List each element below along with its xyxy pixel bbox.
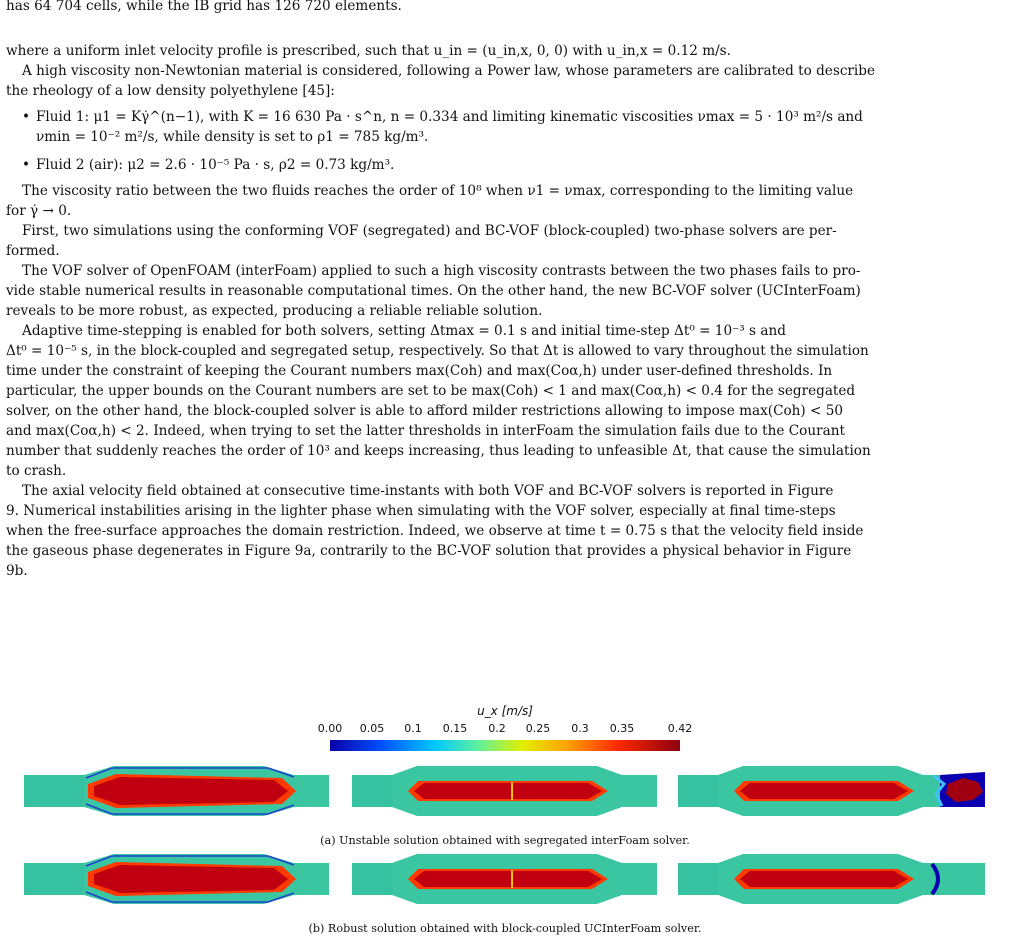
text-line-13: reveals to be more robust, as expected, producing a reliable reliable solution. xyxy=(6,303,543,319)
panel-a2 xyxy=(352,764,657,818)
text-line-1: where a uniform inlet velocity profile is prescribed, such that u_in = (u_in,x, 0, 0) with u_in,x = 0.12 m/s. xyxy=(6,43,731,59)
text-line-7: The viscosity ratio between the two fluids reaches the order of 10⁸ when ν1 = νmax, corresponding to the limiting value xyxy=(22,183,854,199)
panel-a3 xyxy=(678,764,985,818)
colorbar-tick: 0.25 xyxy=(525,722,551,735)
colorbar-tick: 0.00 xyxy=(317,722,343,735)
text-line-23: 9. Numerical instabilities arising in the lighter phase when simulating with the VOF solver, especially at final time-steps xyxy=(6,503,836,519)
colorbar xyxy=(330,740,680,751)
text-line-0: has 64 704 cells, while the IB grid has 126 720 elements. xyxy=(6,0,402,14)
colorbar-tick: 0.42 xyxy=(667,722,693,735)
text-line-21: to crash. xyxy=(6,463,67,479)
text-line-22: The axial velocity field obtained at consecutive time-instants with both VOF and BC-VOF solvers is reported in Figure xyxy=(22,483,834,499)
text-line-3: the rheology of a low density polyethylene [45]: xyxy=(6,83,335,99)
panel-b2 xyxy=(352,852,657,906)
text-line-6: Fluid 2 (air): μ2 = 2.6 · 10⁻⁵ Pa · s, ρ2 = 0.73 kg/m³. xyxy=(36,157,395,173)
text-line-11: The VOF solver of OpenFOAM (interFoam) applied to such a high viscosity contrasts between the two phases fails to pro- xyxy=(22,263,861,279)
panel-a1 xyxy=(24,764,329,818)
text-line-4: Fluid 1: μ1 = Kγ̇^(n−1), with K = 16 630 Pa · s^n, n = 0.334 and limiting kinematic viscosities νmax = 5 · 10³ m²/s and xyxy=(36,109,863,125)
text-line-19: and max(Coα,h) < 2. Indeed, when trying to set the latter thresholds in interFoam the simulation fails due to the Courant xyxy=(6,423,845,439)
text-line-18: solver, on the other hand, the block-coupled solver is able to afford milder restrictions allowing to impose max(Coh) < 50 xyxy=(6,403,844,419)
colorbar-tick: 0.1 xyxy=(404,722,422,735)
text-line-12: vide stable numerical results in reasonable computational times. On the other hand, the new BC-VOF solver (UCInterFoam) xyxy=(6,283,861,299)
text-line-16: time under the constraint of keeping the Courant numbers max(Coh) and max(Coα,h) under user-defined thresholds. In xyxy=(6,363,833,379)
text-line-26: 9b. xyxy=(6,563,28,579)
colorbar-title: u_x [m/s] xyxy=(477,704,533,718)
text-line-2: A high viscosity non-Newtonian material is considered, following a Power law, whose parameters are calibrated to describe xyxy=(22,63,876,79)
colorbar-tick: 0.2 xyxy=(488,722,506,735)
colorbar-tick: 0.3 xyxy=(571,722,589,735)
panel-b3 xyxy=(678,852,985,906)
figure-caption-a: (a) Unstable solution obtained with segregated interFoam solver. xyxy=(320,834,690,847)
text-line-14: Adaptive time-stepping is enabled for both solvers, setting Δtmax = 0.1 s and initial time-step Δt⁰ = 10⁻³ s and xyxy=(22,323,786,339)
text-line-8: for γ̇ → 0. xyxy=(6,203,72,219)
text-line-20: number that suddenly reaches the order of 10³ and keeps increasing, thus leading to unfeasible Δt, that cause the simulation xyxy=(6,443,871,459)
colorbar-tick: 0.05 xyxy=(359,722,385,735)
text-line-15: Δt⁰ = 10⁻⁵ s, in the block-coupled and segregated setup, respectively. So that Δt is allowed to vary throughout the simulation xyxy=(6,343,869,359)
text-line-24: when the free-surface approaches the domain restriction. Indeed, we observe at time t = 0.75 s that the velocity field inside xyxy=(6,523,864,539)
colorbar-tick: 0.35 xyxy=(609,722,635,735)
text-line-9: First, two simulations using the conforming VOF (segregated) and BC-VOF (block-coupled) two-phase solvers are per- xyxy=(22,223,837,239)
bullet-mark-2: • xyxy=(22,157,31,173)
figure-caption-b: (b) Robust solution obtained with block-coupled UCInterFoam solver. xyxy=(308,922,702,935)
colorbar-tick: 0.15 xyxy=(442,722,468,735)
text-line-17: particular, the upper bounds on the Courant numbers are set to be max(Coh) < 1 and max(Coα,h) < 0.4 for the segregated xyxy=(6,383,856,399)
text-line-25: the gaseous phase degenerates in Figure 9a, contrarily to the BC-VOF solution that provides a physical behavior in Figure xyxy=(6,543,852,559)
text-line-10: formed. xyxy=(6,243,60,259)
bullet-mark-1: • xyxy=(22,109,31,125)
panel-b1 xyxy=(24,852,329,906)
text-line-5: νmin = 10⁻² m²/s, while density is set to ρ1 = 785 kg/m³. xyxy=(36,129,429,145)
